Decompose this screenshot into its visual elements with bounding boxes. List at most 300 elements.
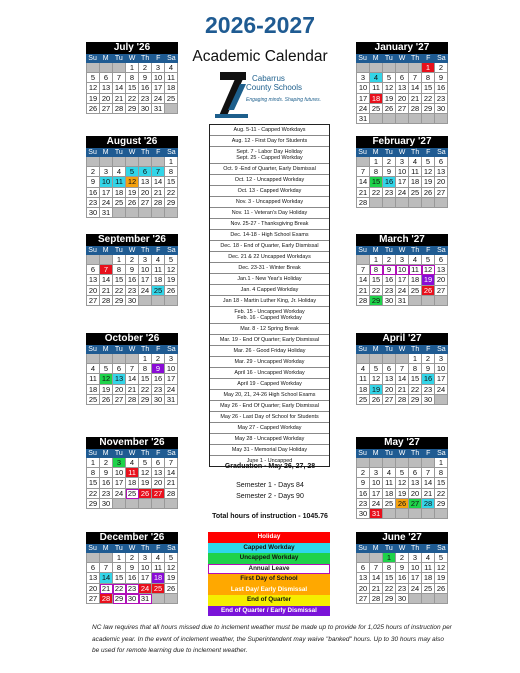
footer-note: NC law requires that all hours missed due to inclement weather must be made up to provide for 1,025 hours of instruction per academic year. In the event of inclement weather, the Superintendent may waive "banked" hours. Up to 30 hours may also be used for remote learning due to inclement weather. bbox=[92, 624, 452, 654]
day-cell: 23 bbox=[435, 94, 448, 104]
day-cell: 11 bbox=[357, 374, 370, 384]
day-cell: 6 bbox=[87, 265, 100, 275]
weekday-label: Su bbox=[88, 55, 97, 62]
weekday-label: F bbox=[426, 247, 431, 254]
day-cell: 1 bbox=[383, 553, 396, 563]
weekday-label: Sa bbox=[437, 247, 446, 254]
month-october bbox=[86, 333, 178, 405]
day-cell: 14 bbox=[409, 83, 422, 93]
day-cell: 22 bbox=[370, 286, 383, 296]
day-grid bbox=[356, 255, 448, 306]
day-cell: 19 bbox=[396, 489, 409, 499]
day-cell: 13 bbox=[87, 573, 100, 583]
day-cell: 18 bbox=[409, 177, 422, 187]
day-cell: 17 bbox=[139, 275, 152, 285]
month-december bbox=[86, 532, 178, 604]
day-cell: 13 bbox=[87, 275, 100, 285]
day-cell: 24 bbox=[165, 385, 178, 395]
day-cell: 1 bbox=[113, 255, 126, 265]
month-name: January '27 bbox=[356, 42, 448, 54]
weekday-label: Th bbox=[141, 55, 150, 62]
day-cell: 15 bbox=[139, 374, 152, 384]
weekday-header bbox=[86, 246, 178, 255]
day-cell: 22 bbox=[422, 94, 435, 104]
day-cell: 3 bbox=[396, 255, 409, 265]
day-cell: 14 bbox=[357, 275, 370, 285]
event-item: Jan 18 - Martin Luther King, Jr. Holiday bbox=[210, 296, 329, 307]
legend-holiday: Holiday bbox=[208, 532, 330, 543]
event-item: May 20, 21, 24-26 High School Exams bbox=[210, 390, 329, 401]
event-item: Mar. 19 - End Of Quarter; Early Dismissal bbox=[210, 335, 329, 346]
empty-day bbox=[409, 509, 422, 519]
day-cell: 6 bbox=[113, 364, 126, 374]
month-name: November '26 bbox=[86, 437, 178, 449]
day-cell: 12 bbox=[126, 177, 139, 187]
day-cell: 25 bbox=[409, 188, 422, 198]
day-cell: 26 bbox=[126, 198, 139, 208]
day-cell: 30 bbox=[383, 296, 396, 306]
day-cell: 17 bbox=[139, 573, 152, 583]
day-cell: 6 bbox=[409, 468, 422, 478]
day-cell: 10 bbox=[435, 364, 448, 374]
empty-day bbox=[87, 354, 100, 364]
day-cell: 22 bbox=[383, 584, 396, 594]
day-cell: 25 bbox=[422, 584, 435, 594]
day-cell: 7 bbox=[165, 458, 178, 468]
empty-day bbox=[152, 208, 165, 218]
day-cell: 26 bbox=[87, 104, 100, 114]
weekday-label: Su bbox=[88, 149, 97, 156]
day-cell: 20 bbox=[357, 584, 370, 594]
day-cell: 9 bbox=[396, 563, 409, 573]
day-cell: 15 bbox=[409, 374, 422, 384]
day-cell: 5 bbox=[422, 255, 435, 265]
day-cell: 1 bbox=[113, 553, 126, 563]
day-cell: 6 bbox=[396, 73, 409, 83]
day-cell: 26 bbox=[383, 104, 396, 114]
day-cell: 8 bbox=[370, 167, 383, 177]
day-cell: 28 bbox=[152, 198, 165, 208]
event-item: Dec. 18 - End of Quarter, Early Dismissal bbox=[210, 241, 329, 252]
empty-day bbox=[100, 63, 113, 73]
day-cell: 16 bbox=[435, 83, 448, 93]
day-cell: 5 bbox=[422, 157, 435, 167]
day-cell: 17 bbox=[409, 573, 422, 583]
month-november bbox=[86, 437, 178, 509]
weekday-header bbox=[86, 544, 178, 553]
day-cell: 21 bbox=[152, 188, 165, 198]
day-cell: 11 bbox=[165, 73, 178, 83]
event-item: Mar. 29 - Uncapped Workday bbox=[210, 357, 329, 368]
day-cell: 9 bbox=[383, 167, 396, 177]
day-cell: 16 bbox=[383, 177, 396, 187]
weekday-label: F bbox=[156, 55, 161, 62]
empty-day bbox=[370, 114, 383, 124]
event-item: Dec. 21 & 22 Uncapped Workdays bbox=[210, 252, 329, 263]
empty-day bbox=[422, 458, 435, 468]
day-cell: 8 bbox=[113, 265, 126, 275]
weekday-label: Th bbox=[411, 247, 420, 254]
day-cell: 30 bbox=[152, 395, 165, 405]
day-cell: 29 bbox=[126, 104, 139, 114]
day-cell: 6 bbox=[435, 255, 448, 265]
logo-name-line2: County Schools bbox=[246, 83, 303, 92]
day-cell: 4 bbox=[165, 63, 178, 73]
day-cell: 14 bbox=[126, 374, 139, 384]
legend-annual-leave: Annual Leave bbox=[208, 564, 330, 575]
day-cell: 31 bbox=[152, 104, 165, 114]
empty-day bbox=[383, 458, 396, 468]
day-grid bbox=[86, 255, 178, 306]
empty-day bbox=[100, 157, 113, 167]
day-cell: 10 bbox=[165, 364, 178, 374]
weekday-label: Sa bbox=[167, 247, 176, 254]
day-cell: 12 bbox=[87, 83, 100, 93]
day-cell: 21 bbox=[113, 94, 126, 104]
day-cell: 7 bbox=[370, 563, 383, 573]
day-cell: 3 bbox=[396, 157, 409, 167]
day-cell: 24 bbox=[435, 385, 448, 395]
empty-day bbox=[396, 458, 409, 468]
graduation-dates: Graduation - May 26, 27, 28 bbox=[224, 463, 316, 470]
weekday-label: Th bbox=[411, 450, 420, 457]
day-cell: 29 bbox=[165, 198, 178, 208]
day-cell: 17 bbox=[165, 374, 178, 384]
day-cell: 23 bbox=[152, 385, 165, 395]
day-cell: 14 bbox=[422, 478, 435, 488]
empty-day bbox=[370, 458, 383, 468]
day-cell: 24 bbox=[100, 198, 113, 208]
day-cell: 4 bbox=[152, 553, 165, 563]
day-cell: 21 bbox=[357, 286, 370, 296]
empty-day bbox=[357, 354, 370, 364]
month-june bbox=[356, 532, 448, 604]
day-cell: 8 bbox=[383, 563, 396, 573]
day-cell: 5 bbox=[139, 458, 152, 468]
day-cell: 31 bbox=[370, 509, 383, 519]
empty-day bbox=[396, 354, 409, 364]
weekday-label: Sa bbox=[167, 545, 176, 552]
empty-day bbox=[409, 63, 422, 73]
empty-day bbox=[383, 354, 396, 364]
weekday-label: M bbox=[372, 149, 379, 156]
day-cell: 9 bbox=[126, 563, 139, 573]
day-cell: 21 bbox=[100, 286, 113, 296]
weekday-label: M bbox=[102, 149, 109, 156]
weekday-label: Tu bbox=[114, 450, 123, 457]
weekday-label: Tu bbox=[384, 450, 393, 457]
day-cell: 20 bbox=[152, 478, 165, 488]
day-cell: 28 bbox=[126, 395, 139, 405]
day-cell: 4 bbox=[370, 73, 383, 83]
weekday-label: M bbox=[102, 450, 109, 457]
day-cell: 31 bbox=[100, 208, 113, 218]
day-cell: 13 bbox=[435, 167, 448, 177]
weekday-label: Tu bbox=[114, 346, 123, 353]
month-may bbox=[356, 437, 448, 519]
day-cell: 21 bbox=[396, 385, 409, 395]
day-cell: 8 bbox=[435, 468, 448, 478]
empty-day bbox=[370, 198, 383, 208]
event-item: Nov. 11 - Veteran's Day Holiday bbox=[210, 208, 329, 219]
month-july bbox=[86, 42, 178, 114]
month-name: December '26 bbox=[86, 532, 178, 544]
day-cell: 26 bbox=[370, 395, 383, 405]
day-cell: 2 bbox=[139, 63, 152, 73]
day-cell: 28 bbox=[370, 594, 383, 604]
empty-day bbox=[139, 296, 152, 306]
event-item: April 16 - Uncapped Workday bbox=[210, 368, 329, 379]
day-cell: 22 bbox=[435, 489, 448, 499]
day-cell: 21 bbox=[165, 478, 178, 488]
day-grid bbox=[356, 458, 448, 519]
day-cell: 27 bbox=[435, 286, 448, 296]
day-cell: 3 bbox=[357, 73, 370, 83]
day-cell: 20 bbox=[87, 584, 100, 594]
day-cell: 18 bbox=[422, 573, 435, 583]
day-cell: 6 bbox=[139, 167, 152, 177]
empty-day bbox=[139, 499, 152, 509]
day-cell: 28 bbox=[422, 499, 435, 509]
day-cell: 16 bbox=[396, 573, 409, 583]
empty-day bbox=[357, 63, 370, 73]
day-cell: 9 bbox=[100, 468, 113, 478]
day-cell: 21 bbox=[100, 584, 113, 594]
day-cell: 19 bbox=[126, 188, 139, 198]
event-item: Mar. 8 - 12 Spring Break bbox=[210, 324, 329, 335]
day-cell: 29 bbox=[113, 296, 126, 306]
weekday-label: Sa bbox=[167, 55, 176, 62]
event-item: Sept. 7 - Labor Day Holiday Sept. 25 - Capped Workday bbox=[210, 147, 329, 164]
weekday-label: W bbox=[398, 450, 406, 457]
weekday-label: F bbox=[156, 346, 161, 353]
weekday-label: F bbox=[426, 545, 431, 552]
day-cell: 1 bbox=[435, 458, 448, 468]
empty-day bbox=[357, 255, 370, 265]
weekday-label: Th bbox=[411, 346, 420, 353]
day-cell: 21 bbox=[409, 94, 422, 104]
day-cell: 2 bbox=[357, 468, 370, 478]
weekday-label: M bbox=[372, 450, 379, 457]
day-cell: 14 bbox=[152, 177, 165, 187]
event-item: Nov. 3 - Uncapped Workday bbox=[210, 197, 329, 208]
weekday-label: Tu bbox=[114, 247, 123, 254]
empty-day bbox=[126, 499, 139, 509]
weekday-label: Su bbox=[88, 346, 97, 353]
day-cell: 2 bbox=[435, 63, 448, 73]
day-cell: 8 bbox=[126, 73, 139, 83]
day-cell: 8 bbox=[165, 167, 178, 177]
day-cell: 23 bbox=[139, 94, 152, 104]
event-item: Feb. 15 - Uncapped Workday Feb. 16 - Capped Workday bbox=[210, 307, 329, 324]
empty-day bbox=[152, 594, 165, 604]
day-cell: 3 bbox=[409, 553, 422, 563]
day-cell: 30 bbox=[435, 104, 448, 114]
day-cell: 7 bbox=[100, 265, 113, 275]
day-cell: 7 bbox=[409, 73, 422, 83]
day-cell: 5 bbox=[165, 553, 178, 563]
district-logo bbox=[212, 70, 324, 122]
day-cell: 2 bbox=[383, 255, 396, 265]
day-cell: 25 bbox=[357, 395, 370, 405]
day-cell: 29 bbox=[422, 104, 435, 114]
legend-end-of-quarter-early: End of Quarter / Early Dismissal bbox=[208, 606, 330, 617]
day-cell: 20 bbox=[383, 385, 396, 395]
day-cell: 28 bbox=[100, 594, 113, 604]
day-cell: 3 bbox=[139, 255, 152, 265]
day-cell: 14 bbox=[357, 177, 370, 187]
weekday-label: W bbox=[128, 149, 136, 156]
logo-mark-icon bbox=[212, 70, 252, 120]
day-cell: 26 bbox=[422, 286, 435, 296]
month-april bbox=[356, 333, 448, 405]
day-cell: 5 bbox=[370, 364, 383, 374]
day-cell: 7 bbox=[422, 468, 435, 478]
day-cell: 27 bbox=[113, 395, 126, 405]
day-cell: 18 bbox=[152, 573, 165, 583]
day-cell: 10 bbox=[409, 563, 422, 573]
weekday-label: Tu bbox=[114, 545, 123, 552]
day-cell: 8 bbox=[139, 364, 152, 374]
day-grid bbox=[86, 354, 178, 405]
weekday-label: Su bbox=[88, 450, 97, 457]
day-cell: 24 bbox=[139, 584, 152, 594]
day-cell: 3 bbox=[100, 167, 113, 177]
day-cell: 11 bbox=[409, 167, 422, 177]
event-item: Dec. 14-18 - High School Exams bbox=[210, 230, 329, 241]
day-cell: 14 bbox=[370, 573, 383, 583]
weekday-header bbox=[356, 148, 448, 157]
empty-day bbox=[383, 198, 396, 208]
day-cell: 19 bbox=[87, 94, 100, 104]
day-cell: 26 bbox=[435, 584, 448, 594]
day-cell: 16 bbox=[87, 188, 100, 198]
day-cell: 23 bbox=[396, 584, 409, 594]
day-cell: 18 bbox=[383, 489, 396, 499]
day-cell: 11 bbox=[113, 177, 126, 187]
day-cell: 2 bbox=[396, 553, 409, 563]
day-grid bbox=[86, 157, 178, 218]
day-cell: 12 bbox=[370, 374, 383, 384]
day-cell: 16 bbox=[152, 374, 165, 384]
month-name: June '27 bbox=[356, 532, 448, 544]
day-cell: 24 bbox=[409, 584, 422, 594]
day-cell: 1 bbox=[422, 63, 435, 73]
day-cell: 30 bbox=[100, 499, 113, 509]
day-cell: 1 bbox=[165, 157, 178, 167]
day-cell: 23 bbox=[422, 385, 435, 395]
day-cell: 9 bbox=[383, 265, 396, 275]
event-item: Jan. 4 Capped Workday bbox=[210, 285, 329, 296]
day-cell: 21 bbox=[422, 489, 435, 499]
empty-day bbox=[396, 114, 409, 124]
legend-last-day: Last Day/ Early Dismissal bbox=[208, 585, 330, 596]
weekday-label: Tu bbox=[114, 55, 123, 62]
weekday-label: Th bbox=[411, 55, 420, 62]
day-cell: 8 bbox=[409, 364, 422, 374]
day-cell: 27 bbox=[87, 594, 100, 604]
weekday-label: M bbox=[372, 545, 379, 552]
day-cell: 12 bbox=[435, 563, 448, 573]
empty-day bbox=[383, 114, 396, 124]
day-cell: 22 bbox=[165, 188, 178, 198]
day-cell: 1 bbox=[409, 354, 422, 364]
weekday-label: Su bbox=[358, 545, 367, 552]
day-cell: 7 bbox=[357, 265, 370, 275]
day-cell: 11 bbox=[87, 374, 100, 384]
empty-day bbox=[152, 157, 165, 167]
day-cell: 15 bbox=[113, 573, 126, 583]
weekday-label: F bbox=[426, 450, 431, 457]
empty-day bbox=[435, 114, 448, 124]
day-cell: 4 bbox=[409, 255, 422, 265]
day-cell: 28 bbox=[113, 104, 126, 114]
logo-tagline: Engaging minds. Shaping futures. bbox=[246, 97, 322, 103]
day-cell: 6 bbox=[87, 563, 100, 573]
day-cell: 6 bbox=[357, 563, 370, 573]
weekday-header bbox=[86, 449, 178, 458]
day-cell: 16 bbox=[126, 573, 139, 583]
empty-day bbox=[396, 509, 409, 519]
day-cell: 3 bbox=[139, 553, 152, 563]
day-cell: 15 bbox=[113, 275, 126, 285]
empty-day bbox=[422, 296, 435, 306]
day-cell: 29 bbox=[409, 395, 422, 405]
instruction-hours: Total hours of instruction - 1045.76 bbox=[212, 513, 328, 520]
day-cell: 11 bbox=[409, 265, 422, 275]
day-cell: 7 bbox=[152, 167, 165, 177]
day-cell: 30 bbox=[422, 395, 435, 405]
day-cell: 29 bbox=[87, 499, 100, 509]
day-cell: 1 bbox=[370, 157, 383, 167]
day-cell: 30 bbox=[357, 509, 370, 519]
day-cell: 30 bbox=[87, 208, 100, 218]
day-cell: 15 bbox=[165, 177, 178, 187]
empty-day bbox=[357, 157, 370, 167]
day-cell: 11 bbox=[152, 265, 165, 275]
weekday-header bbox=[356, 544, 448, 553]
event-item: Dec. 23-31 - Winter Break bbox=[210, 263, 329, 274]
day-cell: 7 bbox=[100, 563, 113, 573]
weekday-label: Tu bbox=[384, 545, 393, 552]
day-cell: 10 bbox=[152, 73, 165, 83]
day-cell: 23 bbox=[383, 188, 396, 198]
empty-day bbox=[126, 354, 139, 364]
weekday-label: F bbox=[426, 149, 431, 156]
day-cell: 12 bbox=[165, 265, 178, 275]
day-cell: 6 bbox=[383, 364, 396, 374]
day-cell: 16 bbox=[383, 275, 396, 285]
day-cell: 22 bbox=[113, 286, 126, 296]
day-cell: 28 bbox=[357, 198, 370, 208]
day-cell: 19 bbox=[165, 573, 178, 583]
empty-day bbox=[435, 395, 448, 405]
day-cell: 28 bbox=[409, 104, 422, 114]
day-cell: 13 bbox=[435, 265, 448, 275]
empty-day bbox=[370, 553, 383, 563]
weekday-label: Th bbox=[141, 149, 150, 156]
day-cell: 4 bbox=[152, 255, 165, 265]
day-cell: 12 bbox=[422, 265, 435, 275]
day-cell: 25 bbox=[152, 286, 165, 296]
day-cell: 15 bbox=[370, 275, 383, 285]
day-cell: 10 bbox=[113, 468, 126, 478]
weekday-label: Sa bbox=[167, 149, 176, 156]
day-cell: 20 bbox=[435, 177, 448, 187]
day-cell: 25 bbox=[152, 584, 165, 594]
day-cell: 17 bbox=[435, 374, 448, 384]
weekday-label: W bbox=[398, 55, 406, 62]
